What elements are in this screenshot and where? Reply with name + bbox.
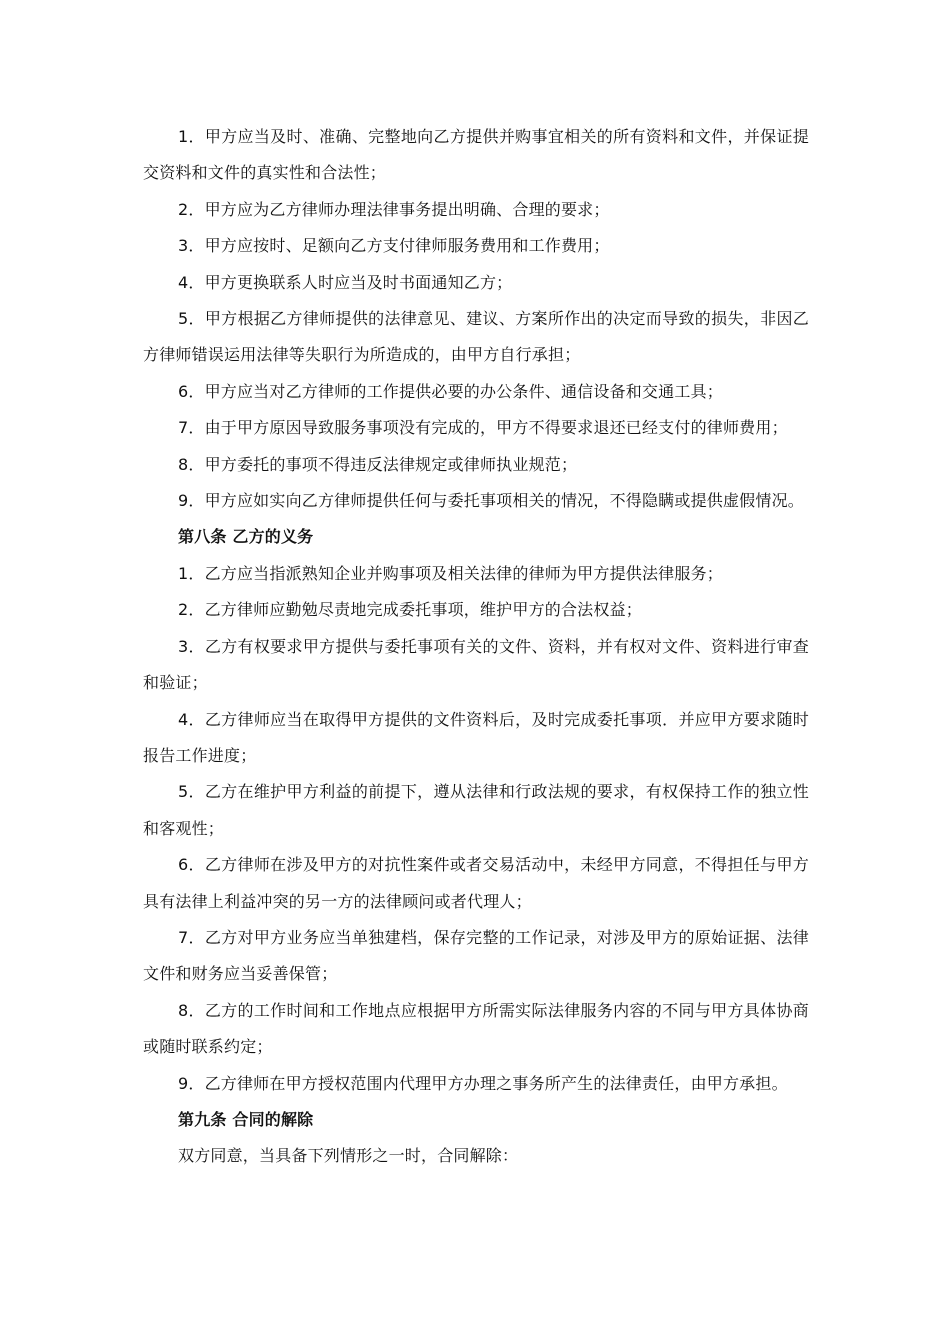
paragraph-jia-obligation-5: 5．甲方根据乙方律师提供的法律意见、建议、方案所作出的决定而导致的损失，非因乙方律师错误运用法律等失职行为所造成的，由甲方自行承担； — [143, 309, 809, 365]
paragraph-jia-obligation-1: 1．甲方应当及时、准确、完整地向乙方提供并购事宜相关的所有资料和文件，并保证提交资料和文件的真实性和合法性； — [143, 127, 809, 183]
paragraph-jia-obligation-6: 6．甲方应当对乙方律师的工作提供必要的办公条件、通信设备和交通工具； — [178, 381, 723, 401]
paragraph-yi-obligation-3: 3．乙方有权要求甲方提供与委托事项有关的文件、资料，并有权对文件、资料进行审查和验证； — [143, 636, 809, 693]
paragraph-yi-obligation-2: 2．乙方律师应勤勉尽责地完成委托事项，维护甲方的合法权益； — [178, 600, 642, 620]
paragraph-yi-obligation-9: 9．乙方律师在甲方授权范围内代理甲方办理之事务所产生的法律责任，由甲方承担。 — [178, 1073, 788, 1093]
paragraph-jia-obligation-8: 8．甲方委托的事项不得违反法律规定或律师执业规范； — [178, 454, 578, 474]
paragraph-yi-obligation-1: 1．乙方应当指派熟知企业并购事项及相关法律的律师为甲方提供法律服务； — [178, 563, 723, 583]
document-page — [143, 119, 809, 1175]
section-heading-article-8: 第八条 乙方的义务 — [178, 527, 314, 547]
section-heading-article-9: 第九条 合同的解除 — [178, 1109, 314, 1129]
paragraph-jia-obligation-2: 2．甲方应为乙方律师办理法律事务提出明确、合理的要求； — [178, 199, 610, 219]
paragraph-yi-obligation-8: 8．乙方的工作时间和工作地点应根据甲方所需实际法律服务内容的不同与甲方具体协商或随时联系约定； — [143, 1000, 809, 1057]
paragraph-termination-intro: 双方同意，当具备下列情形之一时，合同解除： — [178, 1146, 519, 1166]
paragraph-jia-obligation-4: 4．甲方更换联系人时应当及时书面通知乙方； — [178, 272, 513, 292]
paragraph-yi-obligation-5: 5．乙方在维护甲方利益的前提下，遵从法律和行政法规的要求，有权保持工作的独立性和客观性； — [143, 782, 809, 838]
paragraph-yi-obligation-7: 7．乙方对甲方业务应当单独建档，保存完整的工作记录，对涉及甲方的原始证据、法律文件和财务应当妥善保管； — [143, 927, 809, 984]
paragraph-jia-obligation-3: 3．甲方应按时、足额向乙方支付律师服务费用和工作费用； — [178, 236, 610, 256]
paragraph-jia-obligation-7: 7．由于甲方原因导致服务事项没有完成的，甲方不得要求退还已经支付的律师费用； — [178, 418, 788, 438]
paragraph-yi-obligation-6: 6．乙方律师在涉及甲方的对抗性案件或者交易活动中，未经甲方同意，不得担任与甲方具有法律上利益冲突的另一方的法律顾问或者代理人； — [143, 855, 809, 911]
paragraph-yi-obligation-4: 4．乙方律师应当在取得甲方提供的文件资料后，及时完成委托事项．并应甲方要求随时报告工作进度； — [143, 709, 809, 765]
paragraph-jia-obligation-9: 9．甲方应如实向乙方律师提供任何与委托事项相关的情况，不得隐瞒或提供虚假情况。 — [178, 491, 804, 511]
